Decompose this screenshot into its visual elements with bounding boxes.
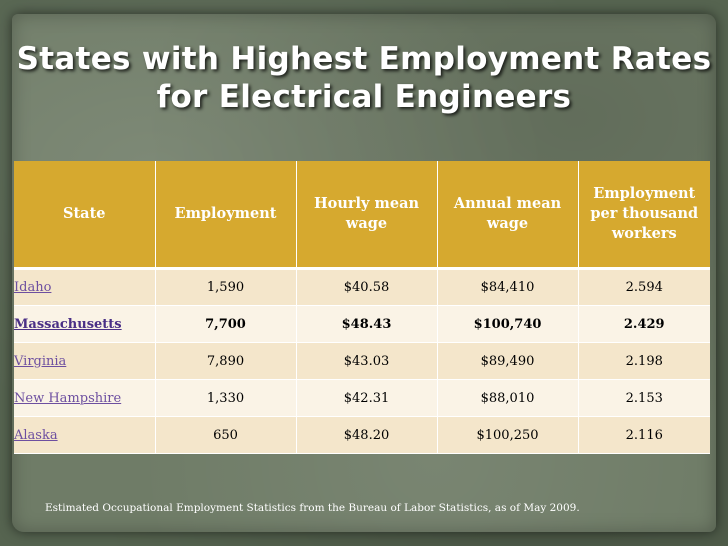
header-employment: Employment [155, 161, 296, 269]
employment-cell: 7,890 [155, 343, 296, 380]
state-cell [14, 417, 155, 454]
annual-wage-cell: $100,740 [437, 306, 578, 343]
hourly-wage-cell: $48.43 [296, 306, 437, 343]
table-body [14, 269, 710, 454]
state-cell [14, 306, 155, 343]
table-row [14, 306, 710, 343]
annual-wage-cell: $84,410 [437, 269, 578, 306]
header-hourly-mean-wage: Hourly mean wage [296, 161, 437, 269]
table-row [14, 343, 710, 380]
header-annual-mean-wage: Annual mean wage [437, 161, 578, 269]
header-row [14, 161, 710, 269]
table-row [14, 269, 710, 306]
employment-cell: 7,700 [155, 306, 296, 343]
employment-cell: 1,590 [155, 269, 296, 306]
slide-title [0, 40, 728, 116]
title-line-1: States with Highest Employment Rates [16, 41, 712, 77]
state-link[interactable]: New Hampshire [14, 390, 122, 406]
source-footnote: Estimated Occupational Employment Statistics from the Bureau of Labor Statistics, as of May 2009. [45, 502, 580, 514]
title-line-2: for Electrical Engineers [156, 79, 572, 115]
per-thousand-cell: 2.198 [578, 343, 710, 380]
employment-table [14, 161, 710, 454]
table-row [14, 380, 710, 417]
hourly-wage-cell: $43.03 [296, 343, 437, 380]
state-link[interactable]: Alaska [14, 427, 58, 443]
per-thousand-cell: 2.594 [578, 269, 710, 306]
employment-cell: 650 [155, 417, 296, 454]
state-link[interactable]: Massachusetts [14, 316, 122, 332]
state-link[interactable]: Idaho [14, 280, 52, 295]
per-thousand-cell: 2.429 [578, 306, 710, 343]
table-header [14, 161, 710, 269]
hourly-wage-cell: $48.20 [296, 417, 437, 454]
table-row [14, 417, 710, 454]
header-state: State [14, 161, 155, 269]
employment-cell: 1,330 [155, 380, 296, 417]
state-cell [14, 269, 155, 306]
header-employment-per-thousand: Employment per thousand workers [578, 161, 710, 269]
per-thousand-cell: 2.116 [578, 417, 710, 454]
state-link[interactable]: Virginia [14, 353, 67, 369]
state-cell [14, 343, 155, 380]
annual-wage-cell: $100,250 [437, 417, 578, 454]
state-cell [14, 380, 155, 417]
hourly-wage-cell: $42.31 [296, 380, 437, 417]
annual-wage-cell: $88,010 [437, 380, 578, 417]
hourly-wage-cell: $40.58 [296, 269, 437, 306]
annual-wage-cell: $89,490 [437, 343, 578, 380]
per-thousand-cell: 2.153 [578, 380, 710, 417]
